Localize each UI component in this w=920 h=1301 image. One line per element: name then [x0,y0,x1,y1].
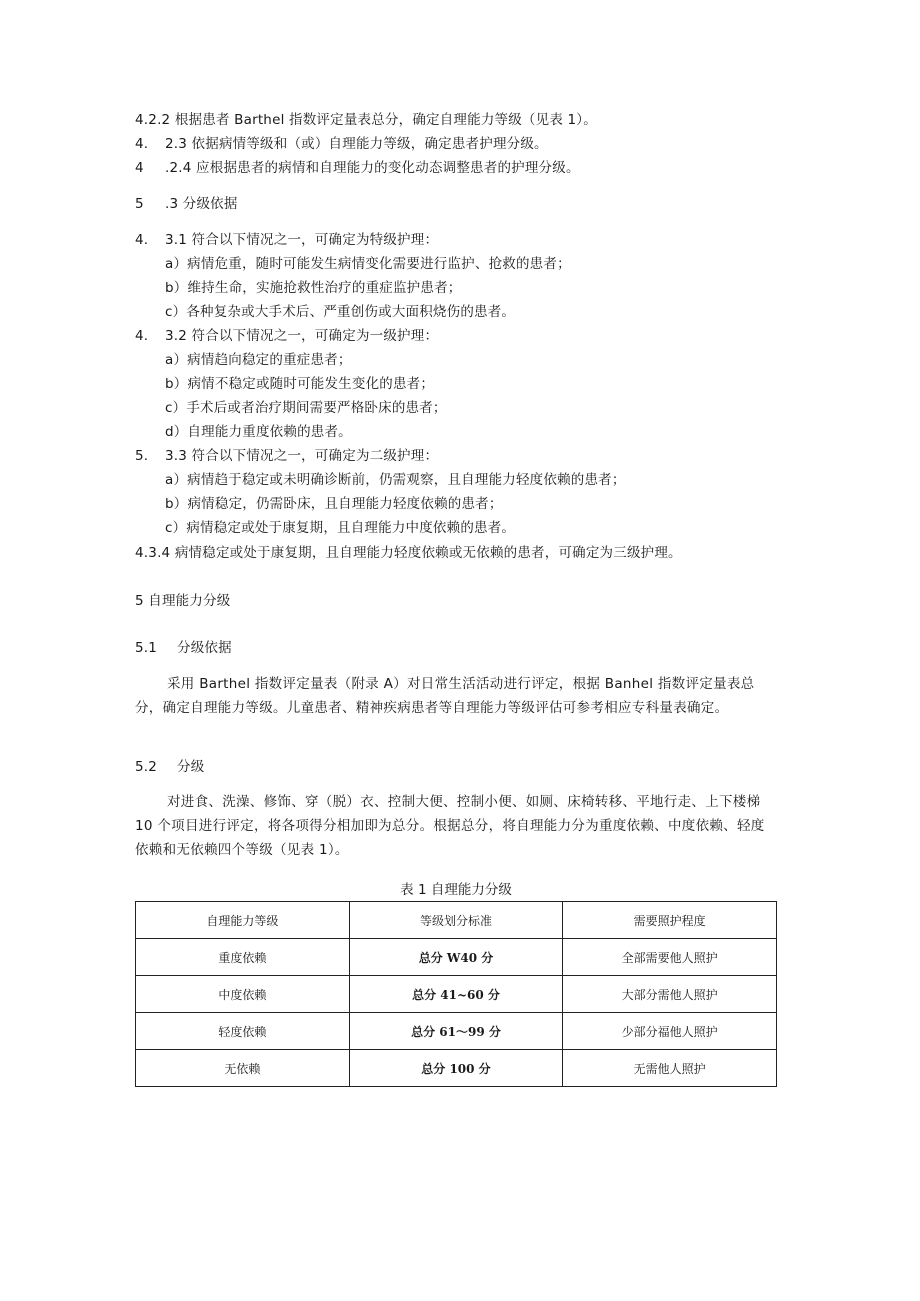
clause-4-3-2 [135,326,438,346]
list-item [165,398,447,418]
clause-4-2-3 [135,134,548,154]
clause-text: 3.2 符合以下情况之一，可确定为一级护理： [165,328,439,344]
table-cell-grade: 无依赖 [136,1050,350,1087]
list-item [165,302,515,322]
table-row [136,1013,777,1050]
table-row [136,976,777,1013]
list-item-text: c）手术后或者治疗期间需要严格卧床的患者； [165,400,447,416]
clause-text: .2.4 应根据患者的病情和自理能力的变化动态调整患者的护理分级。 [165,160,580,176]
clause-4-2-4 [135,158,580,178]
clause-text: 3.3 符合以下情况之一，可确定为二级护理： [165,448,439,464]
section-5-2-heading [135,757,204,777]
clause-number: 4. [135,328,149,344]
clause-text: 2.3 依据病情等级和（或）自理能力等级，确定患者护理分级。 [165,136,548,152]
table-header-cell: 需要照护程度 [563,902,777,939]
clause-number: 4 [135,160,144,176]
list-item-text: a）病情趋于稳定或未明确诊断前，仍需观察，且自理能力轻度依赖的患者； [165,472,626,488]
table-cell-care: 少部分福他人照护 [563,1013,777,1050]
clause-heading: .3 分级依据 [165,196,238,212]
table-row [136,939,777,976]
list-item-text: b）维持生命，实施抢救性治疗的重症监护患者； [165,280,462,296]
table-cell-care: 全部需要他人照护 [563,939,777,976]
table-cell-grade: 轻度依赖 [136,1013,350,1050]
list-item-text: a）病情趋向稳定的重症患者； [165,352,352,368]
clause-number: 5 [135,196,144,212]
table-caption: 表 1 自理能力分级 [400,882,512,898]
clause-heading: 分级 [177,759,205,775]
clause-4-3-4 [135,543,682,563]
list-item-text: d）自理能力重度依赖的患者。 [165,424,352,440]
section-5-title [135,591,230,611]
clause-number: 5.1 [135,640,158,656]
table-cell-grade: 重度依赖 [136,939,350,976]
table-cell-care: 无需他人照护 [563,1050,777,1087]
list-item [165,422,352,442]
table-cell-criteria: 总分 W40 分 [349,939,563,976]
list-item-text: b）病情不稳定或随时可能发生变化的患者； [165,376,435,392]
list-item-text: c）病情稳定或处于康复期，且自理能力中度依赖的患者。 [165,520,516,536]
table-cell-grade: 中度依赖 [136,976,350,1013]
clause-text: 4.2.2 根据患者 Barthel 指数评定量表总分，确定自理能力等级（见表 1）。 [135,112,597,128]
table-header-cell: 自理能力等级 [136,902,350,939]
clause-number: 4. [135,136,149,152]
clause-number: 5.2 [135,759,158,775]
list-item [165,350,352,370]
clause-number: 5. [135,448,149,464]
table-header-row [136,902,777,939]
table-cell-criteria: 总分 41~60 分 [349,976,563,1013]
clause-4-2-2 [135,110,597,130]
clause-text: 3.1 符合以下情况之一，可确定为特级护理： [165,232,439,248]
list-item-text: c）各种复杂或大手术后、严重创伤或大面积烧伤的患者。 [165,304,516,320]
list-item-text: b）病情稳定，仍需卧床，且自理能力轻度依赖的患者； [165,496,503,512]
list-item [165,494,503,514]
list-item-text: a）病情危重，随时可能发生病情变化需要进行监护、抢救的患者； [165,256,571,272]
list-item [165,278,461,298]
self-care-grade-table [135,901,777,1087]
section-5-1-heading [135,638,232,658]
table-cell-care: 大部分需他人照护 [563,976,777,1013]
list-item [165,518,515,538]
clause-number: 4. [135,232,149,248]
list-item [165,254,571,274]
table-cell-criteria: 总分 100 分 [349,1050,563,1087]
clause-4-3-1 [135,230,438,250]
table-header-cell: 等级划分标准 [349,902,563,939]
list-item [165,470,626,490]
clause-4-3-heading [135,194,238,214]
section-5-1-body: 采用 Barthel 指数评定量表（附录 A）对日常生活活动进行评定，根据 Banhel 指数评定量表总分，确定自理能力等级。儿童患者、精神疾病患者等自理能力等级评估可参考相应专科量表确定。 [135,676,755,716]
section-5-2-body: 对进食、洗澡、修饰、穿（脱）衣、控制大便、控制小便、如厕、床椅转移、平地行走、上下楼梯 10 个项目进行评定，将各项得分相加即为总分。根据总分，将自理能力分为重度依赖、中度依赖、轻度依赖和无依赖四个等级（见表 1）。 [135,794,765,858]
clause-4-3-3 [135,446,438,466]
section-heading: 5 自理能力分级 [135,593,231,609]
list-item [165,374,434,394]
clause-text: 4.3.4 病情稳定或处于康复期，且自理能力轻度依赖或无依赖的患者，可确定为三级护理。 [135,545,682,561]
clause-heading: 分级依据 [177,640,232,656]
table-cell-criteria: 总分 61～99 分 [349,1013,563,1050]
table-row [136,1050,777,1087]
